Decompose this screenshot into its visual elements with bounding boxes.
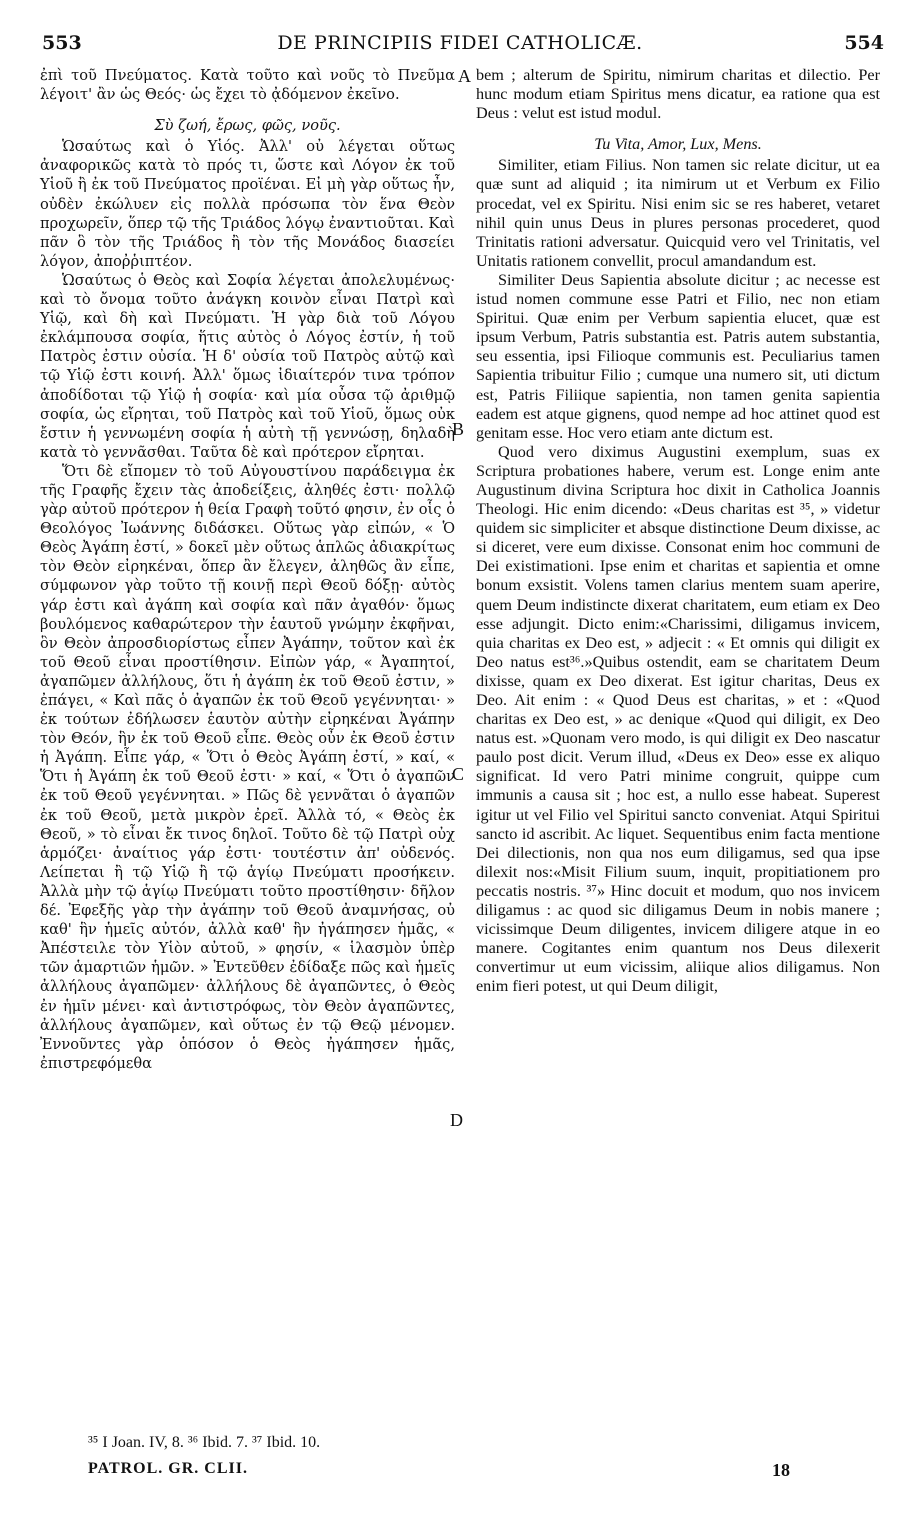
latin-paragraph: Quod vero diximus Augustini exemplum, suas ex Scriptura probationes habere, verum est. Longe enim ante Augustinum divina Scriptura hoc dixit in Catholica Joannis Theologi. Hic enim dicendo: «Deus charitas est ³⁵, » videtur quidem sic simpliciter et absque distinctione Deum dixisse, ac si diceret, vere eum dixisse. Consonat enim hoc communi de Dei existimationi. Ipse enim et charitas et sapientia et omne bonum exsistit. Volens tamen clarius mentem suam aperire, quem Deum indistincte dixerat charitatem, eum etiam ex Deo esse adjungit. Dicto enim:«Charissimi, diligamus invicem, quia charitas ex Deo est, » adjecit : « Et omnis qui diligit ex Deo natus est³⁶.»Quibus ostendit, eam se charitatem Deum dixisse, quam ex Deo dixerat. Est igitur charitas, Deus ex Deo. Ait enim : « Quod Deus est charitas, » et : «Quod charitas ex Deo est, » ac denique «Quod qui diligit, ex Deo natus est. »Quonam vero modo, is qui diligit ex Deo nascatur paulo post dicit. Verum illud, «Deus ex Deo» esse ex aliquo significat. Id vero Patri minime congruit, quippe cum immunis a causa sit ; hoc est, a nullo esse habeat. Superest igitur ut vel Filio vel Spiritui sancto conveniat. Atqui Spiritui sancto id ascribit. Ac liquet. Sequentibus enim facta mentione Dei dilectionis, non qua nos eum diligamus, sed qua ipse dilexit nos:«Misit Filium suum, inquit, propitiationem pro peccatis nostris. ³⁷» Hinc docuit et modum, quo nos invicem diligamus : ac quod sic diligamus Deum in nobis manere ; vicissimque Deum diligentes, invicem diligere atque in eo manere. Cogitantes enim quantum nos Deus dilexerit convertimur ut eum vicissim, aliique alios diligamus. Non enim fieri potest, ut qui Deum diligit,: [476, 442, 880, 996]
latin-paragraph: Similiter Deus Sapientia absolute dicitur ; ac necesse est istud nomen commune esse Patri et Filio, nec non etiam Spiritui. Quæ enim per Verbum sapientia elucet, quæ est ipsum Verbum, Patris substantia est. Patris autem substantia, seu essentia, ipsi Filioque communis est. Peculiarius tamen Sapientia tribuitur Filio ; cumque una numero sit, uti dictum est, Patris Filiique sapientia, non tamen genita sapientia eadem est atque gignens, quod nempe ad hoc attinet quod est genitam esse. Hoc vero etiam ante dictum est.: [476, 270, 880, 442]
greek-hymn-heading: Σὺ ζωή, ἔρως, φῶς, νοῦς.: [154, 117, 341, 135]
margin-letter-b: B: [452, 419, 465, 439]
source-signature: PATROL. GR. CLII.: [88, 1460, 248, 1477]
running-title: DE PRINCIPIIS FIDEI CATHOLICÆ.: [277, 32, 643, 54]
margin-letter-d: D: [450, 1110, 463, 1130]
sheet-number: 18: [772, 1460, 790, 1480]
greek-paragraph: ἐπὶ τοῦ Πνεύματος. Κατὰ τοῦτο καὶ νοῦς τὸ Πνεῦμα λέγοιτ' ἂν ὡς Θεός· ὡς ἔχει τὸ ᾀδόμενον ἐκεῖνο.: [40, 67, 455, 104]
margin-letter-a: A: [458, 66, 471, 86]
margin-letter-c: C: [452, 764, 465, 784]
greek-paragraph: Ὡσαύτως ὁ Θεὸς καὶ Σοφία λέγεται ἀπολελυμένως· καὶ τὸ ὄνομα τοῦτο ἀνάγκη κοινὸν εἶναι Πατρὶ καὶ Υἱῷ, καὶ δὴ καὶ Πνεύματι. Ἡ γὰρ διὰ τοῦ Λόγου ἐκλάμπουσα σοφία, ἥτις αὐτὸς ὁ Λόγος ἐστίν, ἡ τοῦ Πατρὸς ἐστιν οὐσία. Ἡ δ' οὐσία τοῦ Πατρὸς αὐτῷ καὶ τῷ Υἱῷ ἐστι κοινή. Ἀλλ' ὅμως ἰδιαίτερόν τινα τρόπον ἀποδίδοται τῷ Υἱῷ ἡ σοφία· καὶ μία οὖσα τῷ ἀριθμῷ σοφία, ὡς εἴρηται, τοῦ Πατρὸς καὶ τοῦ Υἱοῦ, ὅμως οὐκ ἔστιν ἡ γεννωμένη σοφία ἡ αὐτὴ τῇ γεννώσῃ, δηλαδὴ κατὰ τὸ γεννᾶσθαι. Ταῦτα δὲ καὶ πρότερον εἴρηται.: [40, 271, 455, 461]
greek-paragraph: Ὅτι δὲ εἴπομεν τὸ τοῦ Αὐγουστίνου παράδειγμα ἐκ τῆς Γραφῆς ἔχειν τὰς ἀποδείξεις, ἀληθές ἐστι· πολλῷ γὰρ αὐτοῦ πρότερον ἡ θεία Γραφὴ τοῦτό φησιν, ἐν οἷς ὁ Θεολόγος Ἰωάννης διδάσκει. Οὕτως γὰρ εἰπών, « Ὁ Θεὸς Ἀγάπη ἐστί, » δοκεῖ μὲν οὕτως ἁπλῶς ἀδιακρίτως τὸν Θεὸν εἰρηκέναι, ὅπερ ἂν ἔλεγεν, ἀληθῶς ἂν εἶπε, σύμφωνον γὰρ τοῦτο τῇ κοινῇ περὶ Θεοῦ δόξῃ· αὐτὸς γάρ ἐστι καὶ ἀγάπη καὶ σοφία καὶ πᾶν ἀγαθόν· ὅμως βουλόμενος καθαρώτερον τὴν ἑαυτοῦ γνώμην ἐκφῆναι, ὃν Θεὸν ἀπροσδιορίστως εἶπεν Ἀγάπην, τοῦτον καὶ ἐκ τοῦ Θεοῦ εἶναι προστίθησιν. Εἰπὼν γάρ, « Ἀγαπητοί, ἀγαπῶμεν ἀλλήλους, ὅτι ἡ ἀγάπη ἐκ τοῦ Θεοῦ ἐστιν, » ἐπάγει, « Καὶ πᾶς ὁ ἀγαπῶν ἐκ τοῦ Θεοῦ γεγέννηται· » ἐκ τούτων ἐδήλωσεν ἑαυτὸν αὐτὴν εἰρηκέναι Ἀγάπην τὸν Θεόν, ἣν ἐκ τοῦ Θεοῦ εἶπε. Θεὸς οὖν ἐκ Θεοῦ ἐστιν ἡ Ἀγάπη. Εἶπε γάρ, « Ὅτι ὁ Θεὸς Ἀγάπη ἐστί, » καί, « Ὅτι ἡ Ἀγάπη ἐκ τοῦ Θεοῦ ἐστι· » καί, « Ὅτι ὁ ἀγαπῶν ἐκ τοῦ Θεοῦ γεγέννηται. » Πῶς δὲ γεννᾶται ὁ ἀγαπῶν ἐκ τοῦ Θεοῦ, μετὰ μικρὸν ἐρεῖ. Ἀλλὰ τό, « Θεὸς ἐκ Θεοῦ, » τὸ εἶναι ἔκ τινος δηλοῖ. Τοῦτο δὲ τῷ Πατρὶ οὐχ ἁρμόζει· ἀναίτιος γάρ ἐστι· τουτέστιν ἀπ' οὐδενός. Λείπεται ἢ τῷ Υἱῷ ἢ τῷ ἁγίῳ Πνεύματι προσήκειν. Ἀλλὰ μὴν τῷ ἁγίῳ Πνεύματι τοῦτο προστίθησιν· δῆλον δέ. Ἐφεξῆς γὰρ τὴν ἀγάπην τοῦ Θεοῦ ἀναμνήσας, οὐ καθ' ἣν ἡμεῖς αὐτόν, ἀλλὰ καθ' ἣν ἠγάπησεν ἡμᾶς, « Ἀπέστειλε τὸν Υἱὸν αὐτοῦ, » φησίν, « ἱλασμὸν ὑπὲρ τῶν ἁμαρτιῶν ἡμῶν. » Ἐντεῦθεν ἐδίδαξε πῶς καὶ ἡμεῖς ἀλλήλους ἀγαπῶμεν· ἀλλήλους δὲ ἀγαπῶντες, ὁ Θεὸς ἐν ἡμῖν μένει· καὶ ἀντιστρόφως, τὸν Θεὸν ἀγαπῶντες, ἀλλήλους ἀγαπῶμεν, καὶ οὕτως ἐν τῷ Θεῷ μένομεν. Ἐννοῦντες γὰρ ὁπόσον ὁ Θεὸς ἠγάπησεν ἡμᾶς, ἐπιστρεφόμεθα: [40, 462, 455, 1072]
latin-paragraph: bem ; alterum de Spiritu, nimirum charitas et dilectio. Per hunc modum etiam Spiritus mens dicatur, ea ratione qua est Deus : velut est istud modul.: [476, 66, 880, 123]
latin-hymn-heading: Tu Vita, Amor, Lux, Mens.: [594, 135, 762, 154]
page-number-left: 553: [42, 32, 82, 54]
greek-column: [40, 66, 455, 1073]
greek-paragraph: Ὡσαύτως καὶ ὁ Υἱός. Ἀλλ' οὐ λέγεται οὕτως ἀναφορικῶς κατὰ τὸ πρός τι, ὥστε καὶ Λόγον ἐκ τοῦ Υἱοῦ ἢ ἐκ τοῦ Πνεύματος προϊέναι. Εἰ μὴ γὰρ οὕτως ἦν, οὐδὲν ἐκώλυεν εἰς πολλὰ πρόσωπα τὸν ἕνα Θεὸν προχωρεῖν, ὅπερ τῷ τῆς Τριάδος λόγῳ ἐναντιοῦται. Καὶ πᾶν ὃ τὸν τῆς Τριάδος ἢ τὸν τῆς Μονάδος διασείει λόγον, ἀποῤῥιπτέον.: [40, 138, 455, 270]
latin-column: [476, 66, 880, 997]
latin-paragraph: Similiter, etiam Filius. Non tamen sic relate dicitur, ut ea quæ sunt ad aliquid ; ita nimirum ut et Verbum ex Filio procedat, vel ex Spiritu. Nisi enim sic se res haberet, vetaret nihil quin unus Deus in plures personas procederet, quod Trinitatis rationi adversatur. Quicquid vero vel Trinitatis, vel Unitatis rationem convellit, procul amandandum est.: [476, 156, 880, 270]
footnotes: ³⁵ I Joan. IV, 8. ³⁶ Ibid. 7. ³⁷ Ibid. 10.: [88, 1434, 321, 1451]
page-number-right: 554: [844, 32, 884, 54]
page-header: [36, 28, 884, 58]
